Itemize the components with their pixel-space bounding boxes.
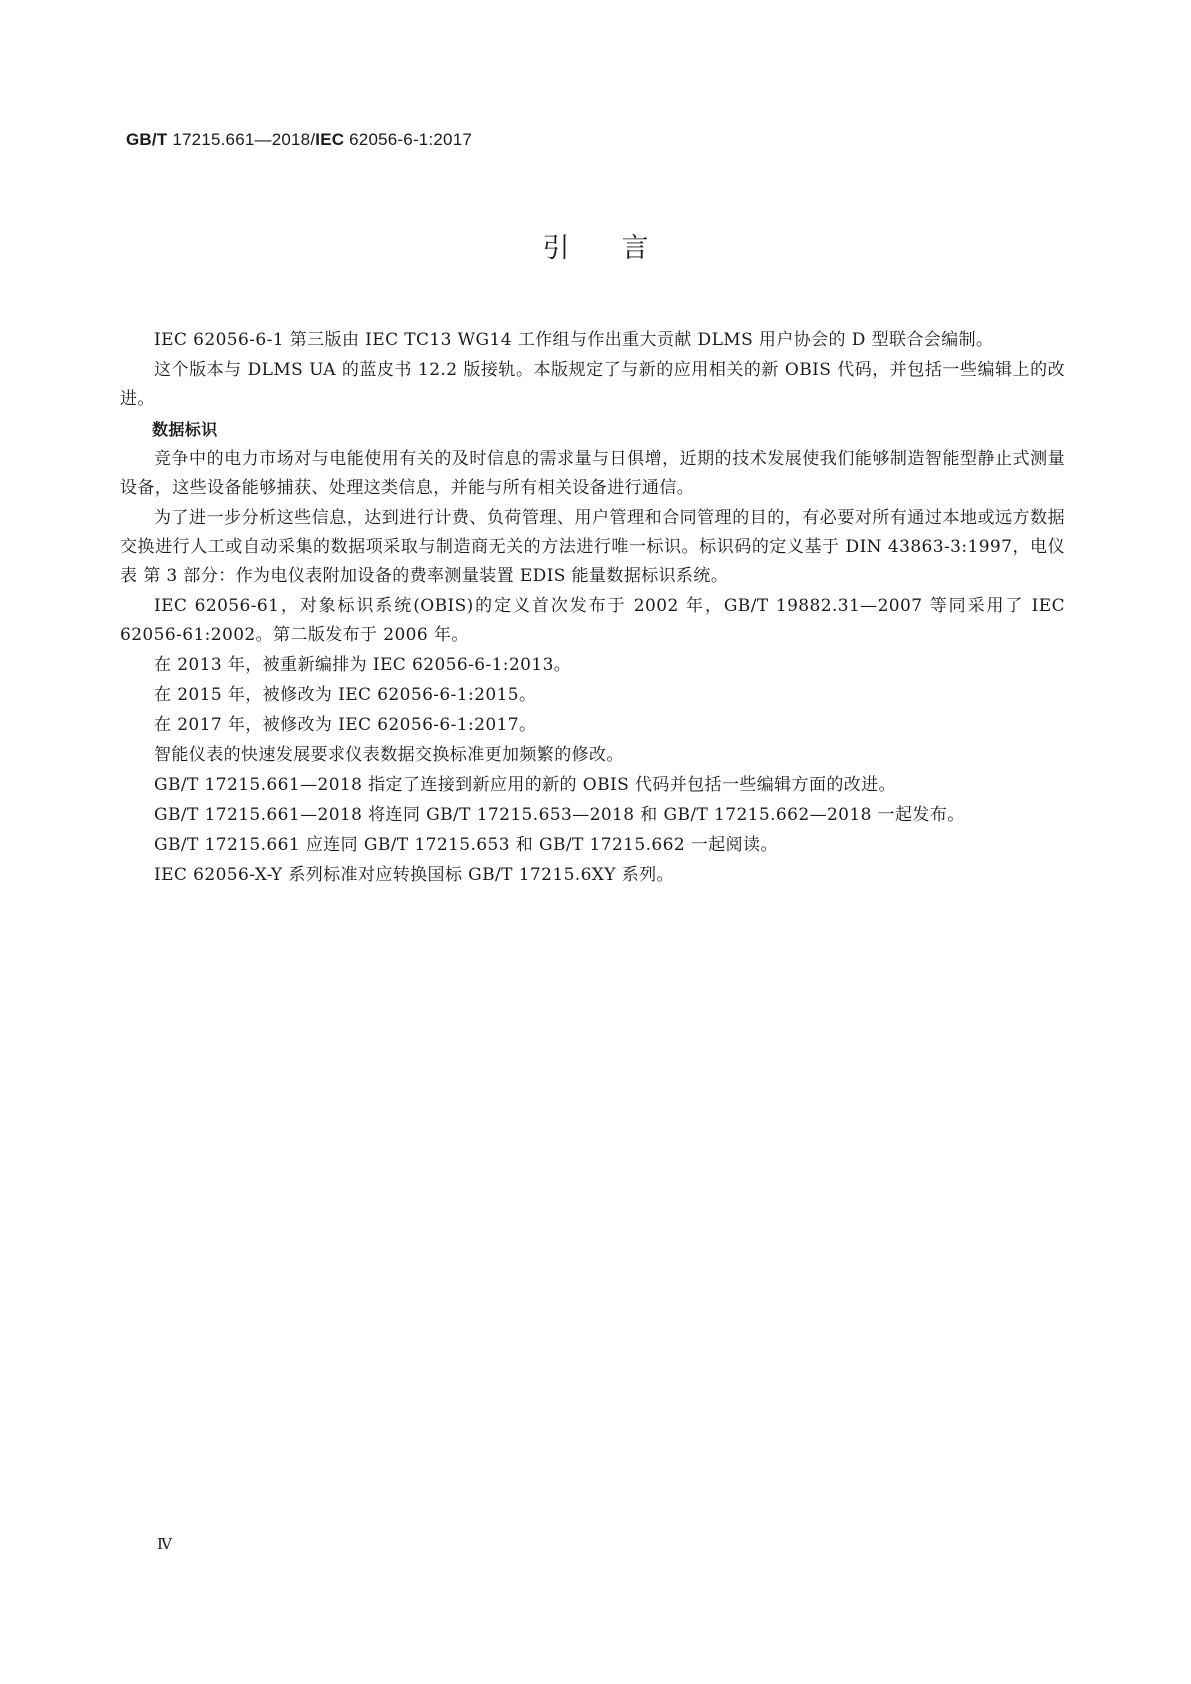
- header-std-prefix: GB/T: [126, 130, 168, 149]
- document-body: [120, 326, 1065, 891]
- paragraph: GB/T 17215.661—2018 指定了连接到新应用的新的 OBIS 代码并包括一些编辑方面的改进。: [154, 775, 896, 795]
- paragraph: IEC 62056-X-Y 系列标准对应转换国标 GB/T 17215.6XY 系列。: [154, 865, 674, 885]
- paragraph: 在 2015 年，被修改为 IEC 62056-6-1:2015。: [154, 685, 537, 705]
- paragraph: 竞争中的电力市场对与电能使用有关的及时信息的需求量与日俱增，近期的技术发展使我们能够制造智能型静止式测量设备，这些设备能够捕获、处理这类信息，并能与所有相关设备进行通信。: [120, 449, 1065, 498]
- header-iec-prefix: IEC: [315, 130, 345, 149]
- paragraph: 在 2013 年，被重新编排为 IEC 62056-6-1:2013。: [154, 655, 572, 675]
- paragraph: IEC 62056-6-1 第三版由 IEC TC13 WG14 工作组与作出重大贡献 DLMS 用户协会的 D 型联合会编制。: [154, 330, 994, 350]
- paragraph: 智能仪表的快速发展要求仪表数据交换标准更加频繁的修改。: [154, 745, 624, 765]
- paragraph: GB/T 17215.661—2018 将连同 GB/T 17215.653—2018 和 GB/T 17215.662—2018 一起发布。: [154, 805, 965, 825]
- page-title: 引言: [542, 233, 701, 264]
- paragraph: 为了进一步分析这些信息，达到进行计费、负荷管理、用户管理和合同管理的目的，有必要对所有通过本地或远方数据交换进行人工或自动采集的数据项采取与制造商无关的方法进行唯一标识。标识码的定义基于 DIN 43863-3:1997，电仪表 第 3 部分：作为电仪表附加设备的费率测量装置 EDIS 能量数据标识系统。: [120, 508, 1065, 586]
- paragraph: IEC 62056-61，对象标识系统(OBIS)的定义首次发布于 2002 年，GB/T 19882.31—2007 等同采用了 IEC 62056-61:2002。第二版发布于 2006 年。: [120, 596, 1065, 645]
- paragraph: GB/T 17215.661 应连同 GB/T 17215.653 和 GB/T 17215.662 一起阅读。: [154, 835, 778, 855]
- paragraph: 这个版本与 DLMS UA 的蓝皮书 12.2 版接轨。本版规定了与新的应用相关的新 OBIS 代码，并包括一些编辑上的改进。: [120, 360, 1065, 409]
- paragraph: 在 2017 年，被修改为 IEC 62056-6-1:2017。: [154, 715, 537, 735]
- section-subheading: 数据标识: [152, 420, 218, 439]
- document-header: [126, 130, 472, 150]
- header-std-number: 17215.661—2018/: [172, 130, 316, 149]
- page-number: Ⅳ: [157, 1535, 172, 1553]
- header-iec-number: 62056-6-1:2017: [349, 130, 473, 149]
